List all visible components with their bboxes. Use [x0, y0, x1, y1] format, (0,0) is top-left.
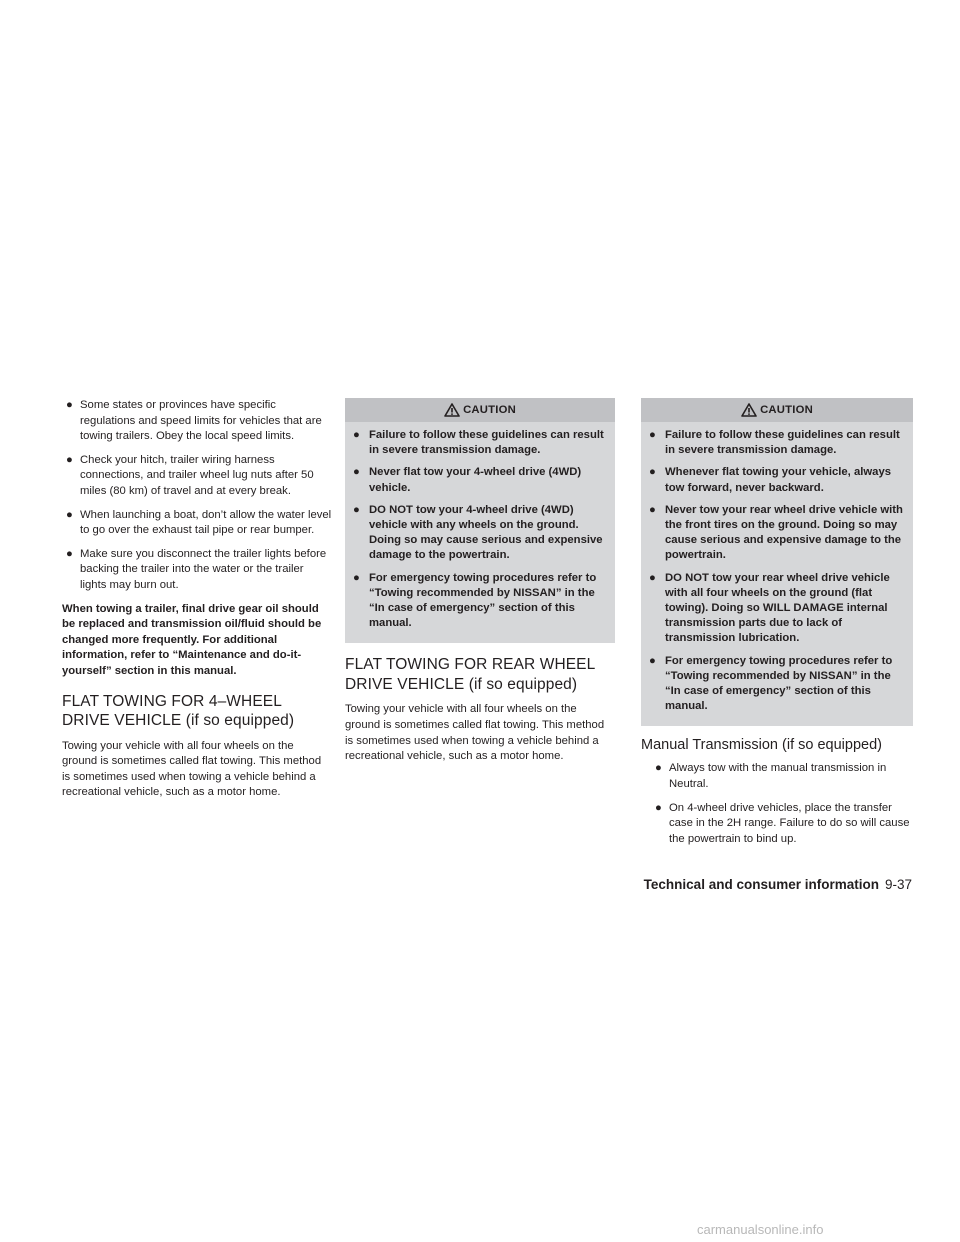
list-item: ● Never tow your rear wheel drive vehicle with the front tires on the ground. Doing so may cause serious and expensive damage to the powertrain. — [649, 503, 903, 562]
list-item: ● Never flat tow your 4-wheel drive (4WD) vehicle. — [353, 466, 582, 494]
watermark: carmanualsonline.info — [697, 1222, 824, 1237]
list-item: ● When launching a boat, don’t allow the water level to go over the exhaust tail pipe or rear bumper. — [66, 508, 332, 537]
list-item: ● DO NOT tow your rear wheel drive vehicle with all four wheels on the ground (flat towing). Doing so WILL DAMAGE internal transmission parts due to lack of transmission lubrication. — [649, 571, 890, 645]
page-number: 9-37 — [884, 877, 912, 892]
maintenance-note: When towing a trailer, final drive gear oil should be replaced and transmission oil/fluid should be changed more frequently. For additional information, refer to “Maintenance and do-it-yourself” section in this manual. — [62, 602, 322, 677]
flat-towing-paragraph: Towing your vehicle with all four wheels on the ground is sometimes called flat towing. This method is sometimes used when towing a vehicle behind a recreational vehicle, such as a motor home. — [345, 703, 605, 763]
list-item: ● Always tow with the manual transmission in Neutral. — [655, 762, 887, 791]
list-item: ● Make sure you disconnect the trailer lights before backing the trailer into the water or the trailer lights may burn out. — [66, 547, 327, 591]
caution-label: CAUTION — [463, 404, 516, 416]
caution-list — [345, 422, 615, 631]
list-item: ● For emergency towing procedures refer to “Towing recommended by NISSAN” in the “In case of emergency” section of this manual. — [353, 571, 597, 630]
caution-box — [345, 398, 615, 643]
list-item: ● Failure to follow these guidelines can result in severe transmission damage. — [353, 429, 604, 457]
warning-triangle-icon — [444, 403, 460, 417]
section-heading-rwd: FLAT TOWING FOR REAR WHEEL DRIVE VEHICLE (if so equipped) — [345, 656, 595, 693]
section-heading-4wd: FLAT TOWING FOR 4–WHEEL DRIVE VEHICLE (if so equipped) — [62, 692, 295, 729]
caution-label: CAUTION — [760, 404, 813, 416]
caution-header — [345, 398, 615, 422]
column-left — [62, 398, 332, 801]
column-right — [641, 398, 913, 855]
list-item: ● Check your hitch, trailer wiring harness connections, and trailer wheel lug nuts after 50 miles (80 km) of travel and at every break. — [66, 453, 314, 497]
list-item: ● On 4-wheel drive vehicles, place the transfer case in the 2H range. Failure to do so will cause the powertrain to bind up. — [655, 801, 910, 845]
column-middle — [345, 398, 615, 765]
subheading-manual-transmission: Manual Transmission (if so equipped) — [641, 737, 882, 754]
list-item: ● Some states or provinces have specific regulations and speed limits for vehicles that are towing trailers. Obey the local speed limits. — [66, 399, 322, 443]
list-item: ● DO NOT tow your 4-wheel drive (4WD) vehicle with any wheels on the ground. Doing so may cause serious and expensive damage to the powertrain. — [353, 503, 603, 562]
caution-list — [641, 422, 913, 714]
manual-transmission-list — [641, 761, 913, 847]
list-item: ● Failure to follow these guidelines can result in severe transmission damage. — [649, 429, 900, 457]
flat-towing-paragraph: Towing your vehicle with all four wheels on the ground is sometimes called flat towing. This method is sometimes used when towing a vehicle behind a recreational vehicle, such as a motor home. — [62, 739, 322, 799]
footer-section-title: Technical and consumer information — [643, 877, 879, 892]
caution-header — [641, 398, 913, 422]
list-item: ● Whenever flat towing your vehicle, always tow forward, never backward. — [649, 466, 892, 494]
list-item: ● For emergency towing procedures refer to “Towing recommended by NISSAN” in the “In case of emergency” section of this manual. — [649, 654, 893, 713]
trailer-tips-list — [62, 398, 332, 594]
page-footer — [644, 877, 912, 892]
caution-box — [641, 398, 913, 726]
warning-triangle-icon — [741, 403, 757, 417]
